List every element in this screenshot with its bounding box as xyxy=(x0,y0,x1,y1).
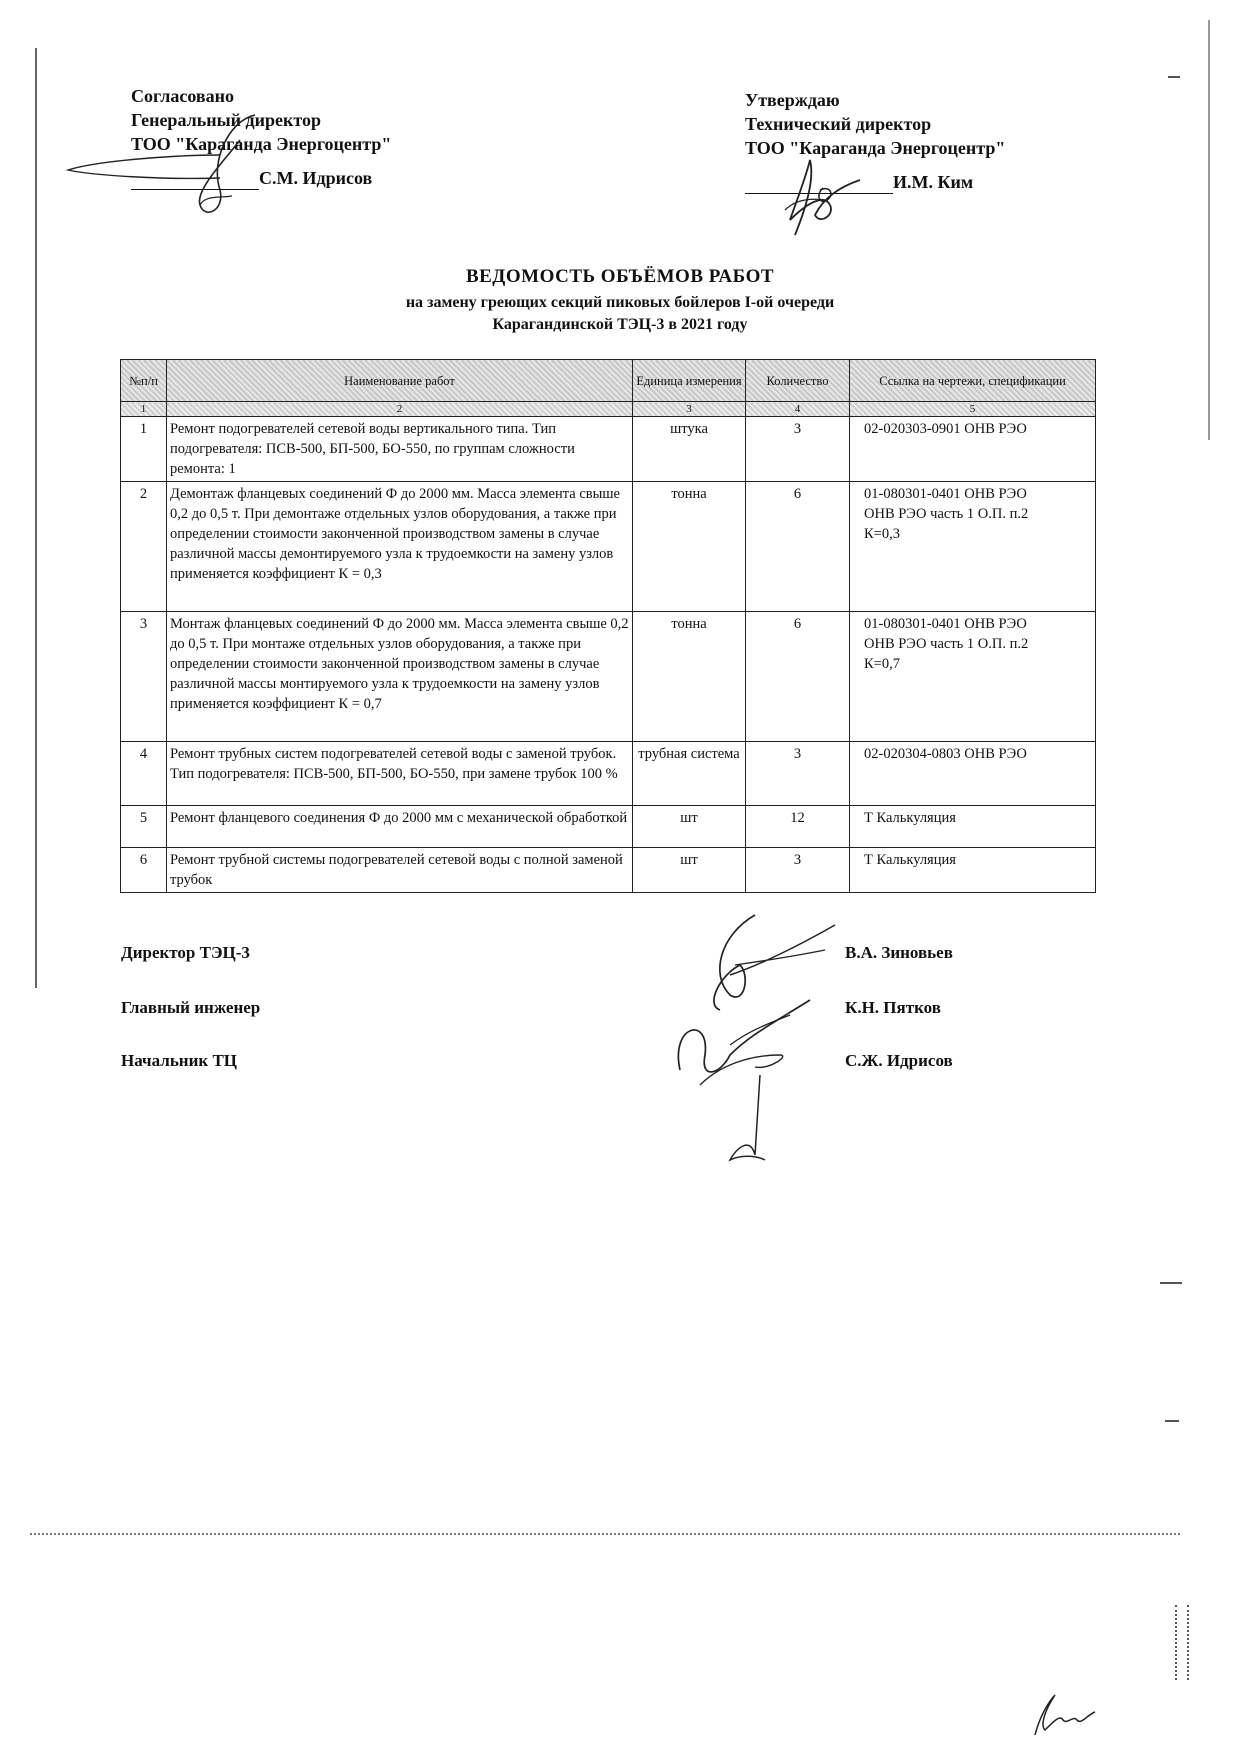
col-number: 2 xyxy=(167,402,633,417)
approval-right-company: ТОО "Караганда Энергоцентр" xyxy=(745,138,1006,158)
footer-position-1: Директор ТЭЦ-3 xyxy=(121,943,250,962)
table-column-number-row xyxy=(121,402,1096,417)
row-unit: тонна xyxy=(633,482,746,612)
row-num: 5 xyxy=(121,806,167,848)
header-num: №п/п xyxy=(121,360,167,402)
signature-right-icon xyxy=(765,150,875,240)
row-ref: Т Калькуляция xyxy=(850,848,1096,893)
row-name: Ремонт трубной системы подогревателей сетевой воды с полной заменой трубок xyxy=(167,848,633,893)
row-ref: 02-020304-0803 ОНВ РЭО xyxy=(850,742,1096,806)
header-qty: Количество xyxy=(746,360,850,402)
row-qty: 3 xyxy=(746,742,850,806)
approval-right-position: Технический директор xyxy=(745,114,932,134)
col-number: 5 xyxy=(850,402,1096,417)
title-main: ВЕДОМОСТЬ ОБЪЁМОВ РАБОТ xyxy=(465,266,775,287)
row-name: Ремонт фланцевого соединения Ф до 2000 мм с механической обработкой xyxy=(167,806,633,848)
signature-left-icon xyxy=(60,100,290,225)
footer-name-3: С.Ж. Идрисов xyxy=(845,1051,953,1070)
row-unit: тонна xyxy=(633,612,746,742)
row-num: 1 xyxy=(121,417,167,482)
row-qty: 3 xyxy=(746,848,850,893)
document-title xyxy=(0,266,1240,336)
row-num: 3 xyxy=(121,612,167,742)
row-unit: трубная система xyxy=(633,742,746,806)
row-name: Монтаж фланцевых соединений Ф до 2000 мм. Масса элемента свыше 0,2 до 0,5 т. При монтаже отдельных узлов оборудования, а также при определении стоимости законченной производством замены в случае различной массы монтируемого узла к трудоемкости на замену узлов применяется коэффициент К = 0,7 xyxy=(167,612,633,742)
approval-left-label: Согласовано xyxy=(131,86,234,106)
row-qty: 6 xyxy=(746,482,850,612)
approval-left-position: Генеральный директор xyxy=(131,110,321,130)
table-row xyxy=(121,806,1096,848)
row-unit: шт xyxy=(633,806,746,848)
header-unit: Единица измерения xyxy=(633,360,746,402)
col-number: 4 xyxy=(746,402,850,417)
row-ref: 01-080301-0401 ОНВ РЭО ОНВ РЭО часть 1 О.П. п.2 К=0,7 xyxy=(850,612,1096,742)
row-num: 4 xyxy=(121,742,167,806)
scan-dotted-line xyxy=(30,1533,1180,1535)
scan-binding-marks xyxy=(1175,1605,1189,1680)
approval-left-company: ТОО "Караганда Энергоцентр" xyxy=(131,134,392,154)
scan-right-dash xyxy=(1160,1282,1182,1284)
scan-left-margin-line xyxy=(35,48,37,988)
row-qty: 3 xyxy=(746,417,850,482)
footer-name-1: В.А. Зиновьев xyxy=(845,943,953,962)
table-row xyxy=(121,417,1096,482)
row-name: Демонтаж фланцевых соединений Ф до 2000 мм. Масса элемента свыше 0,2 до 0,5 т. При демонтаже отдельных узлов оборудования, а также при определении стоимости законченной производством замены в случае различной массы демонтируемого узла к трудоемкости на замену узлов применяется коэффициент К = 0,3 xyxy=(167,482,633,612)
col-number: 1 xyxy=(121,402,167,417)
row-ref: Т Калькуляция xyxy=(850,806,1096,848)
col-number: 3 xyxy=(633,402,746,417)
table-row xyxy=(121,482,1096,612)
scan-right-dash xyxy=(1168,76,1180,78)
table-row xyxy=(121,612,1096,742)
footer-name-2: К.Н. Пятков xyxy=(845,998,941,1017)
header-ref: Ссылка на чертежи, спецификации xyxy=(850,360,1096,402)
table-row xyxy=(121,848,1096,893)
initials-signature-icon xyxy=(1025,1690,1105,1740)
row-ref: 02-020303-0901 ОНВ РЭО xyxy=(850,417,1096,482)
scan-right-edge-line xyxy=(1208,20,1210,440)
approval-right-label: Утверждаю xyxy=(745,90,840,110)
row-ref: 01-080301-0401 ОНВ РЭО ОНВ РЭО часть 1 О.П. п.2 К=0,3 xyxy=(850,482,1096,612)
row-qty: 12 xyxy=(746,806,850,848)
footer-position-2: Главный инженер xyxy=(121,998,261,1017)
header-name: Наименование работ xyxy=(167,360,633,402)
row-num: 2 xyxy=(121,482,167,612)
row-name: Ремонт трубных систем подогревателей сетевой воды с заменой трубок. Тип подогревателя: ПСВ-500, БП-500, БО-550, при замене трубок 100 % xyxy=(167,742,633,806)
footer-position-3: Начальник ТЦ xyxy=(121,1051,238,1070)
row-num: 6 xyxy=(121,848,167,893)
scan-right-dash xyxy=(1165,1420,1179,1422)
title-subtitle-2: Карагандинской ТЭЦ-3 в 2021 году xyxy=(492,316,748,333)
row-qty: 6 xyxy=(746,612,850,742)
table-row xyxy=(121,742,1096,806)
title-subtitle-1: на замену греющих секций пиковых бойлеров I-ой очереди xyxy=(405,294,835,311)
row-name: Ремонт подогревателей сетевой воды вертикального типа. Тип подогревателя: ПСВ-500, БП-500, БО-550, по группам сложности ремонта: 1 xyxy=(167,417,633,482)
approval-left-signer: С.М. Идрисов xyxy=(259,168,373,188)
approval-right-signer: И.М. Ким xyxy=(893,172,974,192)
row-unit: штука xyxy=(633,417,746,482)
row-unit: шт xyxy=(633,848,746,893)
signature-footer-icon xyxy=(660,905,850,1185)
table-header-row xyxy=(121,360,1096,402)
works-volume-table xyxy=(120,359,1096,893)
